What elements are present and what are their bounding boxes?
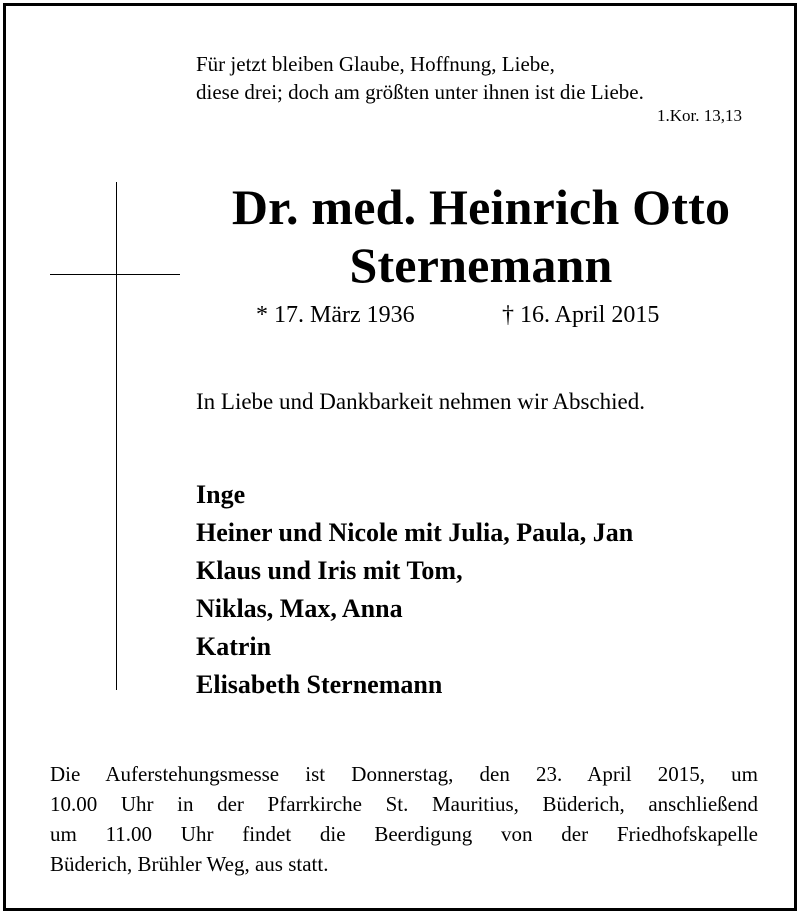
farewell-text: In Liebe und Dankbarkeit nehmen wir Abschied. (196, 389, 646, 414)
deceased-name (186, 178, 776, 294)
notice-line: Büderich, Brühler Weg, aus statt. (50, 852, 329, 876)
quote-reference: 1.Kor. 13,13 (657, 106, 742, 125)
family-member: Klaus und Iris mit Tom, (196, 556, 463, 585)
notice-line: 10.00 Uhr in der Pfarrkirche St. Mauritius, Büderich, anschließend (50, 792, 758, 816)
cross-vertical-bar (116, 182, 117, 690)
notice-line: um 11.00 Uhr findet die Beerdigung von der Friedhofskapelle (50, 822, 758, 846)
quote-line-1: Für jetzt bleiben Glaube, Hoffnung, Liebe, (196, 52, 555, 76)
obituary-frame (3, 3, 797, 911)
birth-date: * 17. März 1936 (256, 302, 415, 328)
name-line-1: Dr. med. Heinrich Otto (231, 179, 731, 235)
notice-line: Die Auferstehungsmesse ist Donnerstag, den 23. April 2015, um (50, 762, 758, 786)
death-date: † 16. April 2015 (502, 302, 660, 328)
family-member: Katrin (196, 632, 272, 661)
funeral-notice (50, 759, 758, 879)
family-member: Niklas, Max, Anna (196, 594, 403, 623)
cross-horizontal-bar (50, 274, 180, 275)
name-line-2: Sternemann (349, 237, 613, 293)
family-member: Heiner und Nicole mit Julia, Paula, Jan (196, 518, 634, 547)
quote-line-2: diese drei; doch am größten unter ihnen ist die Liebe. (196, 80, 644, 104)
bible-quote (196, 50, 766, 126)
family-member: Inge (196, 480, 246, 509)
family-list (196, 476, 776, 704)
family-member: Elisabeth Sternemann (196, 670, 443, 699)
